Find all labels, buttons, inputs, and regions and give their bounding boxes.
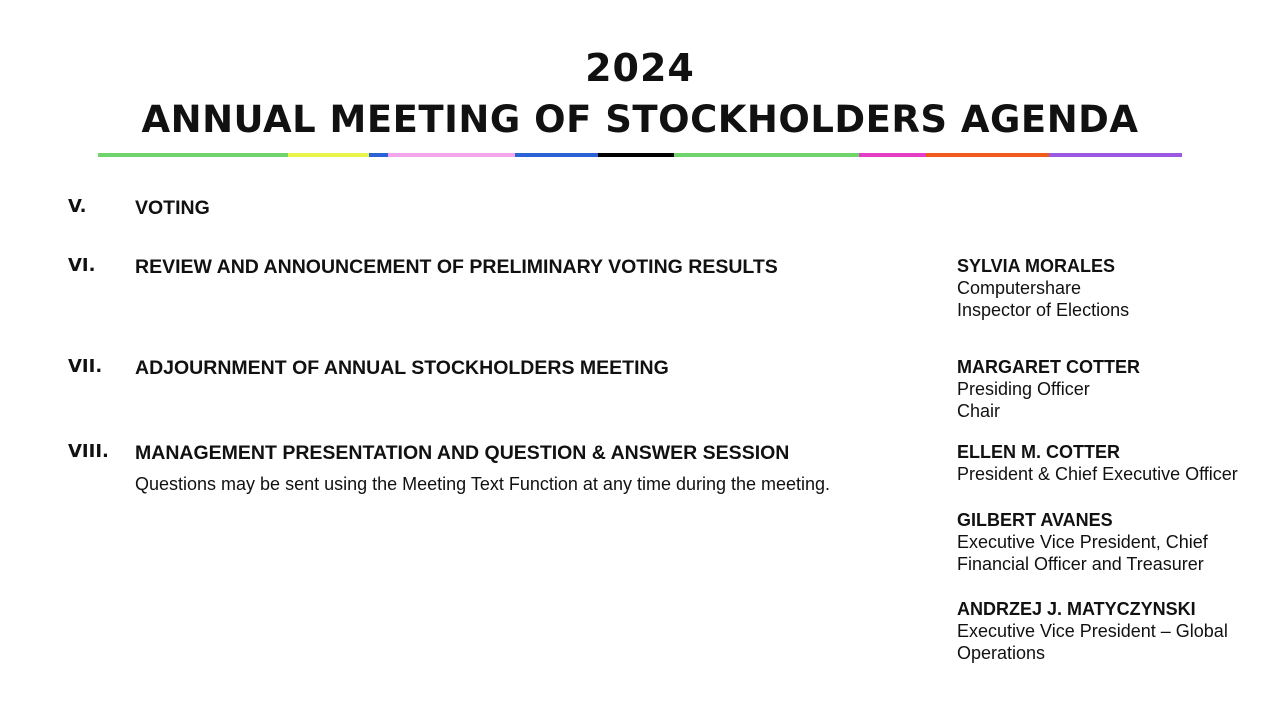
divider-segment	[926, 153, 1049, 157]
agenda-item-title: MANAGEMENT PRESENTATION AND QUESTION & ANSWER SESSION	[135, 442, 790, 464]
color-divider	[98, 153, 1182, 157]
agenda-item-number: VII.	[68, 356, 103, 377]
speaker-role: President & Chief Executive Officer	[957, 464, 1238, 484]
agenda-item-title: REVIEW AND ANNOUNCEMENT OF PRELIMINARY VOTING RESULTS	[135, 256, 778, 278]
agenda-item-number: VI.	[68, 255, 96, 276]
agenda-item-title: VOTING	[135, 197, 210, 219]
speaker-block	[957, 441, 1267, 485]
speaker-block	[957, 509, 1267, 575]
speaker-block	[957, 356, 1267, 422]
speaker-name: ELLEN M. COTTER	[957, 442, 1120, 462]
agenda-item-number: VIII.	[68, 441, 109, 462]
divider-segment	[859, 153, 926, 157]
divider-segment	[288, 153, 369, 157]
divider-segment	[515, 153, 598, 157]
speaker-role: Financial Officer and Treasurer	[957, 554, 1204, 574]
divider-segment	[598, 153, 674, 157]
speaker-role: Inspector of Elections	[957, 300, 1130, 320]
speaker-block	[957, 255, 1267, 321]
divider-segment	[388, 153, 515, 157]
speaker-name: MARGARET COTTER	[957, 357, 1140, 377]
agenda-item-number: V.	[68, 196, 87, 217]
speaker-role: Computershare	[957, 278, 1082, 298]
speaker-role: Executive Vice President, Chief	[957, 532, 1208, 552]
agenda-title: ANNUAL MEETING OF STOCKHOLDERS AGENDA	[141, 98, 1139, 141]
divider-segment	[98, 153, 288, 157]
speaker-block	[957, 598, 1267, 664]
speaker-name: SYLVIA MORALES	[957, 256, 1116, 276]
speaker-role: Presiding Officer	[957, 379, 1090, 399]
speaker-name: GILBERT AVANES	[957, 510, 1113, 530]
speaker-name: ANDRZEJ J. MATYCZYNSKI	[957, 599, 1196, 619]
agenda-item-note: Questions may be sent using the Meeting Text Function at any time during the meeting.	[135, 474, 831, 494]
divider-segment	[1049, 153, 1182, 157]
agenda-item-title: ADJOURNMENT OF ANNUAL STOCKHOLDERS MEETING	[135, 357, 669, 379]
divider-segment	[674, 153, 859, 157]
speaker-role: Operations	[957, 643, 1046, 663]
speaker-role: Chair	[957, 401, 1001, 421]
speaker-role: Executive Vice President – Global	[957, 621, 1228, 641]
agenda-year: 2024	[585, 46, 695, 90]
divider-segment	[369, 153, 388, 157]
